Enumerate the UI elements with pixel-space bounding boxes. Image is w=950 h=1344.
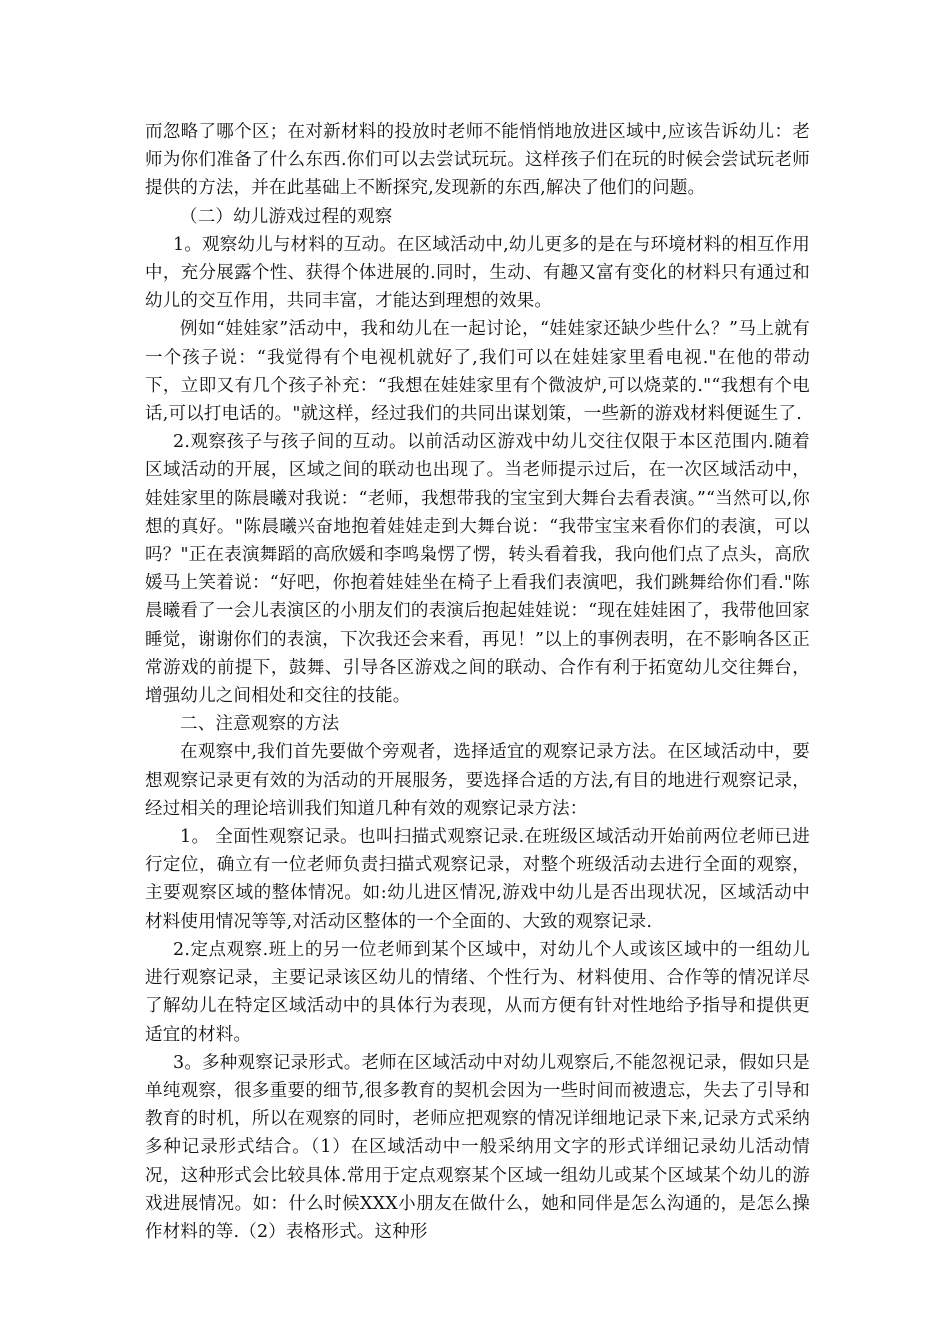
paragraph-comprehensive-observation: 1。 全面性观察记录。也叫扫描式观察记录.在班级区域活动开始前两位老师已进行定位，确立有一位老师负责扫描式观察记录，对整个班级活动去进行全面的观察，主要观察区域的整体情况。如:幼儿进区情况,游戏中幼儿是否出现状况，区域活动中材料使用情况等等,对活动区整体的一个全面的、大致的观察记录. — [145, 827, 810, 932]
paragraph-intro: 而忽略了哪个区；在对新材料的投放时老师不能悄悄地放进区域中,应该告诉幼儿：老师为你们准备了什么东西.你们可以去尝试玩玩。这样孩子们在玩的时候会尝试玩老师提供的方法，并在此基础上不断探究,发现新的东西,解决了他们的问题。 — [145, 122, 810, 199]
paragraph-material-interaction: 1。观察幼儿与材料的互动。在区域活动中,幼儿更多的是在与环境材料的相互作用中，充分展露个性、获得个体进展的.同时，生动、有趣又富有变化的材料只有通过和幼儿的交互作用，共同丰富，才能达到理想的效果。 — [145, 234, 810, 312]
paragraph-observation-intro: 在观察中,我们首先要做个旁观者，选择适宜的观察记录方法。在区域活动中，要想观察记录更有效的为活动的开展服务，要选择合适的方法,有目的地进行观察记录，经过相关的理论培训我们知道几种有效的观察记录方法： — [145, 742, 810, 819]
paragraph-multiple-record-forms: 3。多种观察记录形式。老师在区域活动中对幼儿观察后,不能忽视记录，假如只是单纯观察，很多重要的细节,很多教育的契机会因为一些时间而被遗忘，失去了引导和教育的时机，所以在观察的同时，老师应把观察的情况详细地记录下来,记录方式采纳多种记录形式结合。（1）在区域活动中一般采纳用文字的形式详细记录幼儿活动情况，这种形式会比较具体.常用于定点观察某个区域一组幼儿或某个区域某个幼儿的游戏进展情况。如：什么时候XXX小朋友在做什么，她和同伴是怎么沟通的，是怎么操作材料的等.（2）表格形式。这种形 — [145, 1052, 810, 1242]
document-page — [145, 118, 810, 1246]
paragraph-doll-house-example: 例如“娃娃家”活动中，我和幼儿在一起讨论，“娃娃家还缺少些什么？”马上就有一个孩子说：“我觉得有个电视机就好了,我们可以在娃娃家里看电视."在他的带动下，立即又有几个孩子补充：“我想在娃娃家里有个微波炉,可以烧菜的."“我想有个电话,可以打电话的。"就这样，经过我们的共同出谋划策，一些新的游戏材料便诞生了. — [145, 319, 810, 425]
paragraph-child-interaction: 2.观察孩子与孩子间的互动。以前活动区游戏中幼儿交往仅限于本区范围内.随着区域活动的开展，区域之间的联动也出现了。当老师提示过后，在一次区域活动中，娃娃家里的陈晨曦对我说：“老师，我想带我的宝宝到大舞台去看表演。”“当然可以,你想的真好。"陈晨曦兴奋地抱着娃娃走到大舞台说：“我带宝宝来看你们的表演，可以吗？"正在表演舞蹈的高欣媛和李鸣枭愣了愣，转头看着我，我向他们点了点头，高欣媛马上笑着说：“好吧，你抱着娃娃坐在椅子上看我们表演吧，我们跳舞给你们看."陈晨曦看了一会儿表演区的小朋友们的表演后抱起娃娃说：“现在娃娃困了，我带他回家睡觉，谢谢你们的表演，下次我还会来看，再见！”以上的事例表明，在不影响各区正常游戏的前提下，鼓舞、引导各区游戏之间的联动、合作有利于拓宽幼儿交往舞台，增强幼儿之间相处和交往的技能。 — [145, 432, 810, 707]
section-heading-game-process: （二）幼儿游戏过程的观察 — [180, 206, 393, 227]
section-heading-observation-method: 二、注意观察的方法 — [180, 714, 340, 735]
paragraph-fixed-point-observation: 2.定点观察.班上的另一位老师到某个区域中，对幼儿个人或该区域中的一组幼儿进行观察记录，主要记录该区幼儿的情绪、个性行为、材料使用、合作等的情况详尽了解幼儿在特定区域活动中的具体行为表现，从而方便有针对性地给予指导和提供更适宜的材料。 — [145, 939, 810, 1045]
